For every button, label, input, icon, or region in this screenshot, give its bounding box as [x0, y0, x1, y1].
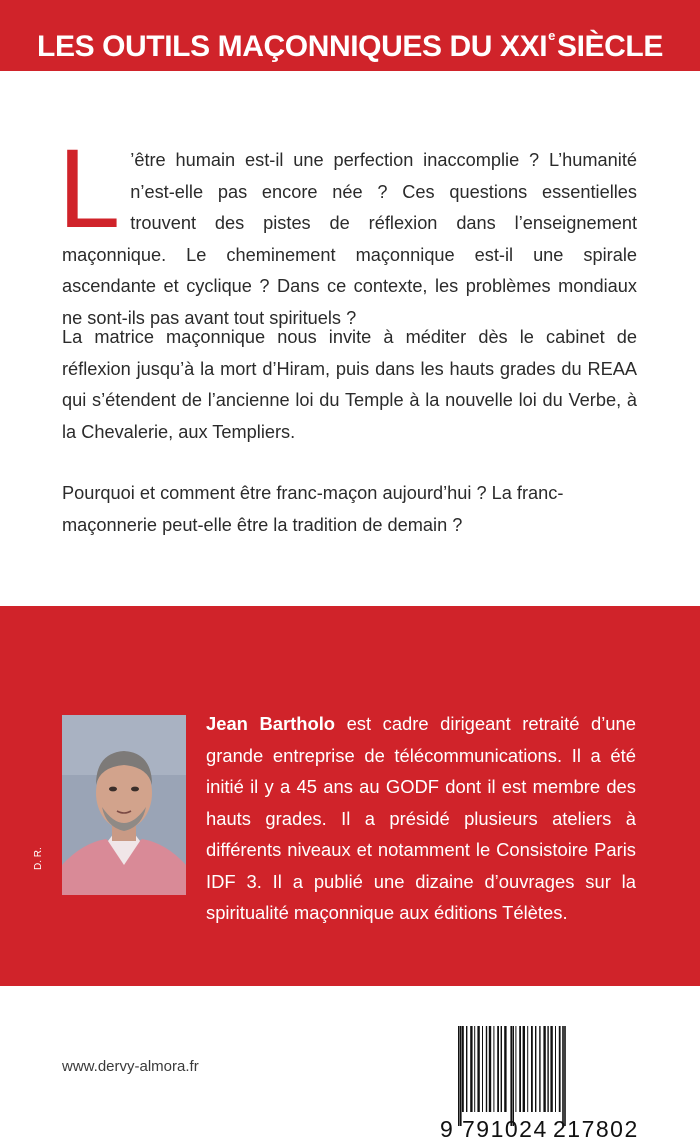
barcode-bar: [501, 1026, 502, 1112]
barcode-bar: [497, 1026, 499, 1112]
barcode-bar: [462, 1026, 464, 1112]
barcode-digits-left: 791024: [462, 1116, 548, 1142]
barcode-guard-bar: [562, 1026, 564, 1126]
photo-credit: D. R.: [33, 847, 44, 870]
barcode-bar: [504, 1026, 506, 1112]
barcode-bar: [470, 1026, 472, 1112]
barcode-bar: [493, 1026, 494, 1112]
barcode-guard-bar: [458, 1026, 460, 1126]
barcode-guard-bar: [512, 1026, 514, 1126]
barcode-bar: [519, 1026, 521, 1112]
barcode-bar: [466, 1026, 467, 1112]
title-end: SIÈCLE: [556, 30, 663, 63]
barcode-bar: [527, 1026, 528, 1112]
barcode-digits-right: 217802: [553, 1116, 639, 1142]
blurb-paragraph-2: La matrice maçonnique nous invite à méditer dès le cabinet de réflexion jusqu’à la mort d’Hiram, puis dans les hauts grades du REAA qui s’étendent de l’ancienne loi du Temple à la nouvelle loi du Verbe, à la Chevalerie, aux Templiers.: [62, 327, 637, 442]
barcode-guard-bar: [564, 1026, 566, 1126]
title-main: LES OUTILS MAÇONNIQUES DU XXI: [37, 30, 548, 63]
barcode-bar: [555, 1026, 556, 1112]
barcode-bar: [523, 1026, 525, 1112]
barcode-bar: [482, 1026, 483, 1112]
barcode-bar: [474, 1026, 475, 1112]
blurb-paragraph-1: [58, 126, 637, 334]
barcode-bar: [559, 1026, 561, 1112]
author-name: Jean Bartholo: [206, 713, 336, 734]
blurb-paragraph-1-text: ’être humain est-il une perfection inaccomplie ? L’humanité n’est-elle pas encore née ? Ces questions essentielles trouvent des pistes de réflexion dans l’enseignement maçonnique. Le cheminement maçonnique est-il une spirale ascendante et cyclique ? Dans ce contexte, les problèmes mondiaux ne sont-ils pas avant tout spirituels ?: [62, 150, 637, 328]
barcode-bar: [515, 1026, 516, 1112]
barcode-bar: [535, 1026, 536, 1112]
publisher-website[interactable]: www.dervy-almora.fr: [62, 1058, 199, 1075]
author-photo: [62, 715, 186, 895]
barcode-bar: [477, 1026, 479, 1112]
barcode-guard-bar: [510, 1026, 512, 1126]
title-superscript: e: [548, 28, 555, 43]
barcode-bar: [547, 1026, 548, 1112]
barcode-guard-bar: [460, 1026, 462, 1126]
barcode-bar: [539, 1026, 540, 1112]
drop-cap: L: [58, 126, 121, 251]
cover-title-banner: [0, 0, 700, 71]
author-bio-text: est cadre dirigeant retraité d’une grande entreprise de télécommunications. Il a été initié il y a 45 ans au GODF dont il est membre des hauts grades. Il a présidé plusieurs ateliers à différents niveaux et notamment le Consistoire Paris IDF 3. Il a publié une dizaine d’ouvrages sur la spiritualité maçonnique aux éditions Télètes.: [206, 713, 636, 923]
barcode-bar: [486, 1026, 487, 1112]
barcode-bar: [550, 1026, 552, 1112]
barcode-bar: [543, 1026, 545, 1112]
author-bio: [206, 708, 636, 929]
barcode-bar: [489, 1026, 491, 1112]
barcode-digit-lead: 9: [440, 1116, 455, 1142]
blurb-paragraph-3: Pourquoi et comment être franc-maçon aujourd’hui ? La franc-maçonnerie peut-elle être la tradition de demain ?: [62, 483, 564, 535]
barcode-bar: [531, 1026, 533, 1112]
